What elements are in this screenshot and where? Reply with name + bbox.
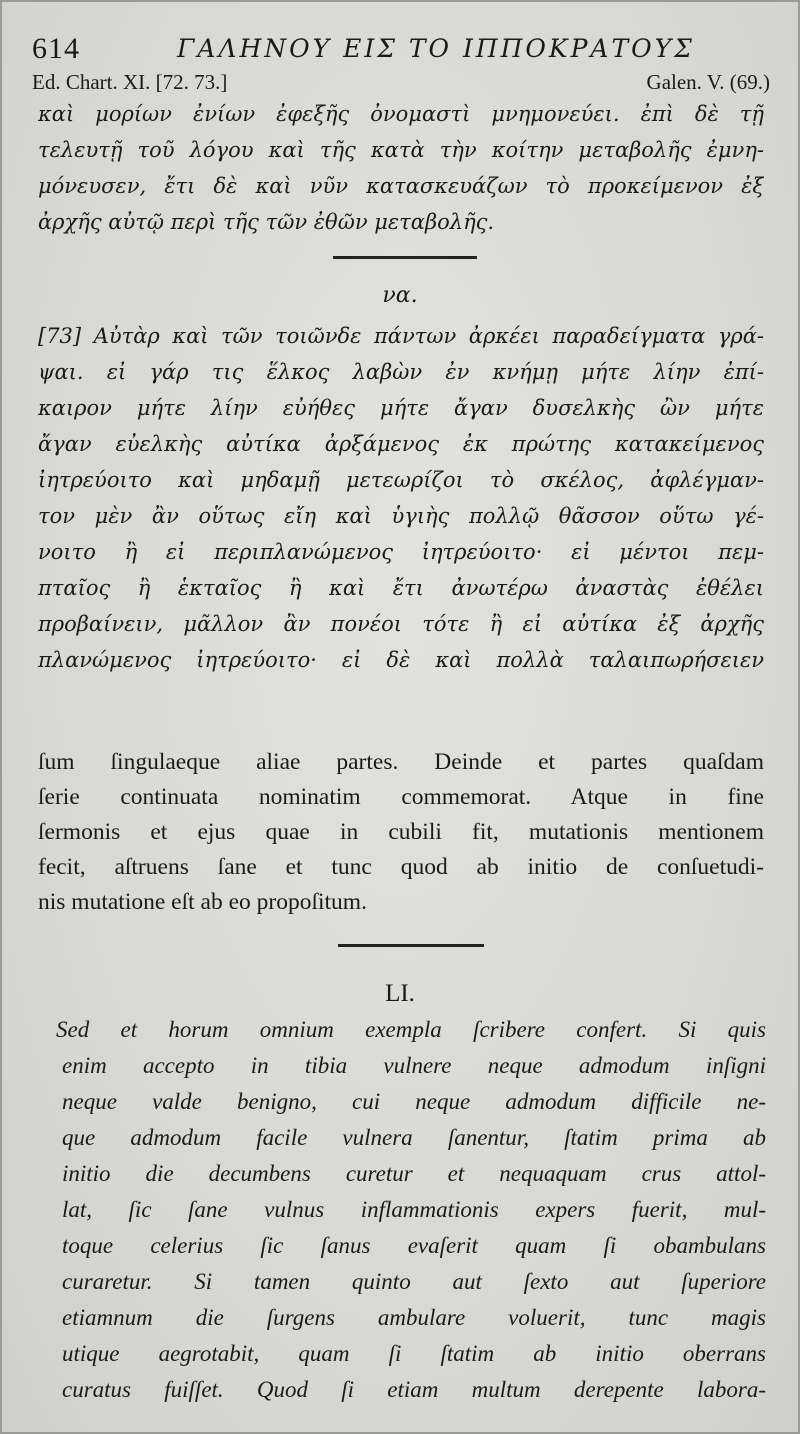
greek-intro-line: καὶ μορίων ἐνίων ἐφεξῆς ὀνομαστὶ μνημονεύει. ἐπὶ δὲ τῇ bbox=[38, 102, 764, 126]
latin-line: toque celerius ſic ſanus evaſerit quam ſi obambulans bbox=[62, 1233, 766, 1258]
latin-line: que admodum facile vulnera ſanentur, ſtatim prima ab bbox=[62, 1125, 766, 1150]
latin-intro-line: fecit, aſtruens ſane et tunc quod ab initio de conſuetudi- bbox=[38, 854, 764, 880]
section-divider bbox=[333, 256, 477, 259]
greek-line: ἄγαν εὐελκὴς αὐτίκα ἀρξάμενος ἐκ πρώτης κατακείμενος bbox=[38, 432, 764, 456]
latin-intro-line: ſerie continuata nominatim commemorat. Atque in fine bbox=[38, 784, 764, 810]
greek-line: ψαι. εἰ γάρ τις ἕλκος λαβὼν ἐν κνήμῃ μήτε λίην ἐπί- bbox=[38, 360, 764, 384]
greek-line: ἰητρεύοιτο καὶ μηδαμῇ μετεωρίζοι τὸ σκέλος, ἀφλέγμαν- bbox=[38, 468, 764, 492]
latin-line: curatus fuiſſet. Quod ſi etiam multum derepente labora- bbox=[62, 1377, 766, 1402]
latin-section-heading: LI. bbox=[385, 980, 415, 1007]
latin-intro-paragraph bbox=[38, 745, 764, 920]
edition-reference-right: Galen. V. (69.) bbox=[646, 70, 770, 94]
greek-intro-line: τελευτῇ τοῦ λόγου καὶ τῆς κατὰ τὴν κοίτην μεταβολῆς ἐμνη- bbox=[38, 138, 764, 162]
latin-line: neque valde benigno, cui neque admodum difficile ne- bbox=[62, 1089, 766, 1114]
section-divider bbox=[338, 944, 484, 947]
latin-intro-line: nis mutatione eſt ab eo propoſitum. bbox=[38, 889, 367, 915]
latin-intro-line: ſum ſingulaeque aliae partes. Deinde et partes quaſdam bbox=[38, 749, 764, 775]
greek-intro-paragraph bbox=[38, 96, 764, 240]
greek-line: πταῖος ἢ ἑκταῖος ἢ καὶ ἔτι ἀνωτέρω ἀναστὰς ἐθέλει bbox=[38, 576, 764, 600]
latin-section-text bbox=[56, 1012, 766, 1408]
latin-intro-line: ſermonis et ejus quae in cubili fit, mutationis mentionem bbox=[38, 819, 764, 845]
edition-reference-left: Ed. Chart. XI. [72. 73.] bbox=[32, 70, 228, 94]
greek-line: καιρον μήτε λίην εὐήθες μήτε ἄγαν δυσελκὴς ὢν μήτε bbox=[38, 396, 764, 420]
greek-line: προβαίνειν, μᾶλλον ἂν πονέοι τότε ἢ εἰ αὐτίκα ἐξ ἀρχῆς bbox=[38, 612, 764, 636]
latin-line: utique aegrotabit, quam ſi ſtatim ab initio oberrans bbox=[62, 1341, 766, 1366]
greek-line: νοιτο ἢ εἰ περιπλανώμενος ἰητρεύοιτο· εἰ μέντοι πεμ- bbox=[38, 540, 764, 564]
latin-line: curaretur. Si tamen quinto aut ſexto aut ſuperiore bbox=[62, 1269, 766, 1294]
latin-line: lat, ſic ſane vulnus inflammationis expers fuerit, mul- bbox=[62, 1197, 766, 1222]
greek-section-text bbox=[38, 318, 764, 678]
greek-intro-line: ἀρχῆς αὐτῷ περὶ τῆς τῶν ἐθῶν μεταβολῆς. bbox=[38, 210, 495, 234]
page-header bbox=[32, 32, 772, 68]
greek-intro-line: μόνευσεν, ἔτι δὲ καὶ νῦν κατασκευάζων τὸ προκείμενον ἐξ bbox=[38, 174, 764, 198]
greek-line: πλανώμενος ἰητρεύοιτο· εἰ δὲ καὶ πολλὰ ταλαιπωρήσειεν bbox=[38, 648, 764, 672]
latin-line: initio die decumbens curetur et nequaquam crus attol- bbox=[62, 1161, 766, 1186]
greek-line: τον μὲν ἂν οὕτως εἴη καὶ ὑγιὴς πολλῷ θᾶσσον οὕτω γέ- bbox=[38, 504, 764, 528]
greek-section-heading: να. bbox=[382, 283, 418, 308]
greek-line: [73] Αὐτὰρ καὶ τῶν τοιῶνδε πάντων ἀρκέει παραδείγματα γρά- bbox=[38, 324, 764, 348]
edition-reference-line bbox=[32, 70, 770, 98]
latin-line: Sed et horum omnium exempla ſcribere confert. Si quis bbox=[56, 1017, 766, 1042]
latin-line: etiamnum die ſurgens ambulare voluerit, tunc magis bbox=[62, 1305, 766, 1330]
latin-line: enim accepto in tibia vulnere neque admodum inſigni bbox=[62, 1053, 766, 1078]
running-title: ΓΑΛΗΝΟΥ ΕΙΣ ΤΟ ΙΠΠΟΚΡΑΤΟΥΣ bbox=[177, 34, 695, 63]
page-number: 614 bbox=[32, 32, 80, 65]
